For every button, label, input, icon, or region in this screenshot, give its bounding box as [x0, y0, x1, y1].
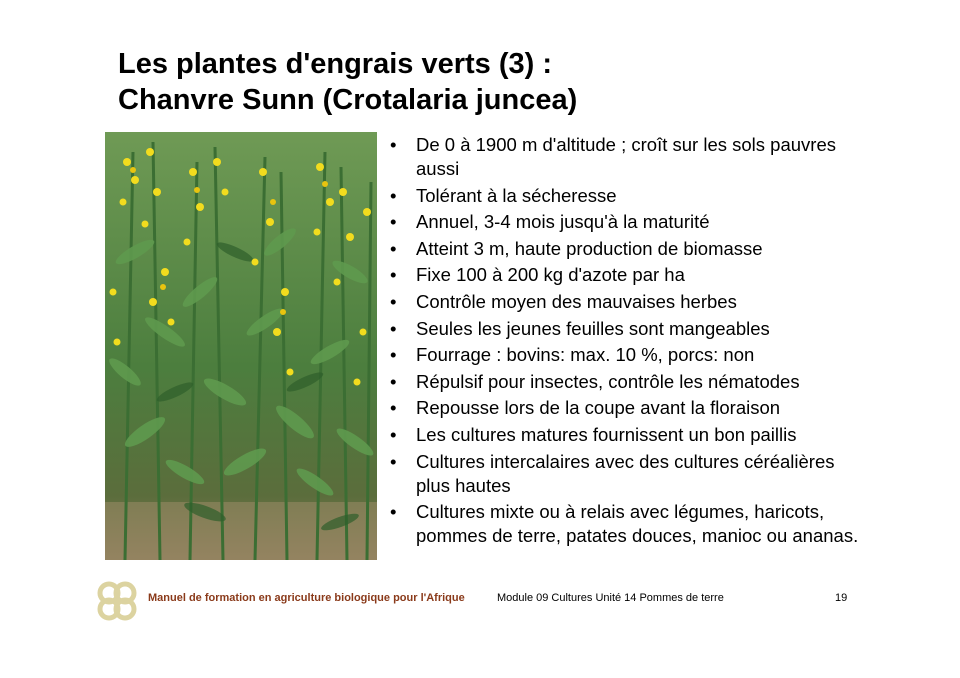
bullet-item: • Annuel, 3-4 mois jusqu'à la maturité [390, 210, 860, 234]
bullet-list [390, 133, 860, 551]
bullet-item: • De 0 à 1900 m d'altitude ; croît sur les sols pauvres aussi [390, 133, 860, 181]
bullet-item: • Fixe 100 à 200 kg d'azote par ha [390, 263, 860, 287]
title-line-1: Les plantes d'engrais verts (3) : [118, 48, 552, 80]
bullet-item: • Cultures mixte ou à relais avec légumes, haricots, pommes de terre, patates douces, manioc ou ananas. [390, 500, 860, 548]
manual-logo-icon [95, 579, 139, 623]
bullet-item: • Repousse lors de la coupe avant la floraison [390, 396, 860, 420]
bullet-item: • Les cultures matures fournissent un bon paillis [390, 423, 860, 447]
bullet-item: • Répulsif pour insectes, contrôle les nématodes [390, 370, 860, 394]
bullet-item: • Contrôle moyen des mauvaises herbes [390, 290, 860, 314]
bullet-item: • Cultures intercalaires avec des cultures céréalières plus hautes [390, 450, 860, 498]
crotalaria-photo [105, 132, 377, 560]
bullet-item: • Seules les jeunes feuilles sont mangeables [390, 317, 860, 341]
bullet-item: • Atteint 3 m, haute production de biomasse [390, 237, 860, 261]
bullet-item: • Fourrage : bovins: max. 10 %, porcs: non [390, 343, 860, 367]
footer-manual-title: Manuel de formation en agriculture biologique pour l'Afrique [148, 592, 465, 604]
page-number: 19 [835, 592, 848, 604]
bullet-item: • Tolérant à la sécheresse [390, 184, 860, 208]
footer-module: Module 09 Cultures Unité 14 Pommes de terre [497, 592, 724, 604]
title-line-2: Chanvre Sunn (Crotalaria juncea) [118, 84, 578, 116]
slide-title [118, 46, 577, 118]
